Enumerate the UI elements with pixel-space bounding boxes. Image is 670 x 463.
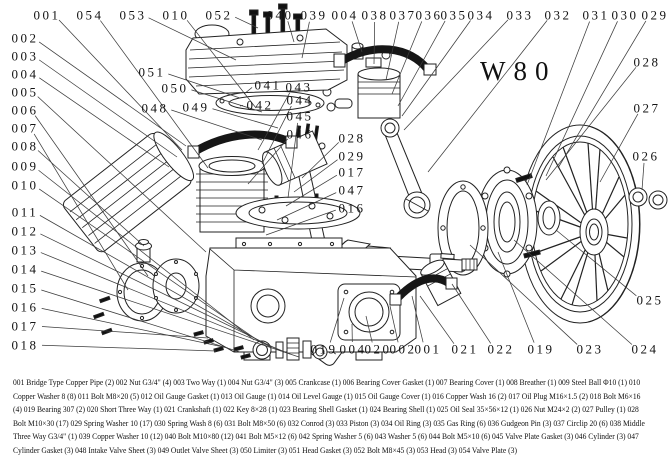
shaft-key <box>441 254 454 259</box>
leader-line-026 <box>642 163 644 190</box>
callout-001: 001 <box>414 341 442 357</box>
parts-list-line-5: Three Way G3/4" (1) 039 Copper Washer 10 (12) 040 Bolt M10×80 (12) 041 Bolt M5×12 (6) 042 Spring Washer 5 (6) 043 Washer 5 (6) 044 Bolt M5×10 (6) 045 Valve Plate Gasket (3) 046 Cylinder (3) 047 <box>13 432 639 441</box>
callout-037: 037 <box>389 7 417 23</box>
parts-list-line-4: Bolt M10×30 (17) 029 Spring Washer 10 (17) 030 Spring Wash 8 (6) 031 Bolt M8×50 (6) 032 Conrod (3) 033 Piston (3) 034 Oil Ring (3) 035 Gas Ring (6) 036 Gudgeon Pin (3) 037 Circlip 20 (6) 038 Middle <box>13 418 645 428</box>
callout-030: 030 <box>611 7 639 23</box>
callout-048: 048 <box>141 100 169 116</box>
callout-006: 006 <box>11 102 39 118</box>
leader-line-022 <box>452 284 491 343</box>
parts-list-line-3: (4) 019 Bearing 307 (2) 020 Short Three Way (1) 021 Crankshaft (1) 022 Key 8×28 (1) 023 Bearing Shell Gasket (1) 024 Bearing Shell (1) 025 Oil Seal 35×56×12 (1) 026 Nut M24×2 (2) 027 Pulley (1) 028 <box>13 405 639 414</box>
callout-015: 015 <box>11 280 39 296</box>
callout-052: 052 <box>205 7 233 23</box>
leader-line-018 <box>42 345 216 351</box>
callout-032: 032 <box>544 7 572 23</box>
callout-005: 005 <box>11 84 39 100</box>
callout-004: 004 <box>339 341 367 357</box>
callout-004: 004 <box>331 7 359 23</box>
parts-list-line-1: 001 Bridge Type Copper Pipe (2) 002 Nut G3/4" (4) 003 Two Way (1) 004 Nut G3/4" (3) 005 Crankcase (1) 006 Bearing Cover Gasket (1) 007 Bearing Cover (1) 008 Breather (1) 009 Steel Ball Φ10 (1) 010 <box>13 378 641 387</box>
leader-line-034 <box>402 21 471 116</box>
callout-018: 018 <box>11 337 39 353</box>
callout-028: 028 <box>338 130 366 146</box>
callout-025: 025 <box>636 292 664 308</box>
callout-002: 002 <box>389 341 417 357</box>
callout-040: 040 <box>266 7 294 23</box>
callout-010: 010 <box>11 177 39 193</box>
callout-019: 019 <box>310 341 338 357</box>
leader-line-032 <box>428 20 547 172</box>
callout-004: 004 <box>11 66 39 82</box>
callout-050: 050 <box>161 80 189 96</box>
oil-seal <box>538 201 560 235</box>
callout-017: 017 <box>11 318 39 334</box>
conrod-right <box>381 119 430 218</box>
callout-042: 042 <box>246 97 274 113</box>
callout-046: 046 <box>286 126 314 142</box>
callout-017: 017 <box>338 164 366 180</box>
callout-044: 044 <box>286 92 314 108</box>
callout-026: 026 <box>632 148 660 164</box>
callout-043: 043 <box>285 79 313 95</box>
callout-007: 007 <box>11 120 39 136</box>
callout-001: 001 <box>33 7 61 23</box>
callout-039: 039 <box>300 7 328 23</box>
callout-016: 016 <box>338 200 366 216</box>
leader-line-004 <box>39 78 169 167</box>
callout-024: 024 <box>631 341 659 357</box>
callout-014: 014 <box>11 261 39 277</box>
callout-027: 027 <box>633 100 661 116</box>
callout-038: 038 <box>361 7 389 23</box>
callout-051: 051 <box>138 64 166 80</box>
callout-009: 009 <box>11 158 39 174</box>
callout-045: 045 <box>286 108 314 124</box>
parts-list-line-6: Cylinder Gasket (3) 048 Intake Valve Sheet (3) 049 Outlet Valve Sheet (3) 050 Limiter (3) 051 Head Gasket (3) 052 Bolt M8×45 (3) 053 Head (3) 054 Valve Plate (3) <box>13 445 517 455</box>
callout-023: 023 <box>576 341 604 357</box>
callout-011: 011 <box>11 204 39 220</box>
leader-line-035 <box>398 21 445 106</box>
bearing-cover-left <box>94 240 199 335</box>
callout-035: 035 <box>440 7 468 23</box>
callout-033: 033 <box>506 7 534 23</box>
callout-016: 016 <box>11 299 39 315</box>
circlip <box>327 103 335 111</box>
callout-049: 049 <box>182 99 210 115</box>
callout-053: 053 <box>119 7 147 23</box>
callout-028: 028 <box>633 54 661 70</box>
callout-022: 022 <box>487 341 515 357</box>
callout-013: 013 <box>11 242 39 258</box>
parts-list <box>13 376 657 457</box>
callout-031: 031 <box>582 7 610 23</box>
callout-029: 029 <box>338 148 366 164</box>
flywheel-pulley <box>520 125 640 323</box>
callout-020: 020 <box>364 341 392 357</box>
callout-036: 036 <box>415 7 443 23</box>
callout-002: 002 <box>11 30 39 46</box>
callout-019: 019 <box>527 341 555 357</box>
callout-021: 021 <box>451 341 479 357</box>
callout-008: 008 <box>11 138 39 154</box>
callout-034: 034 <box>467 7 495 23</box>
callout-047: 047 <box>338 182 366 198</box>
callout-003: 003 <box>11 48 39 64</box>
callout-054: 054 <box>76 7 104 23</box>
leader-line-017 <box>42 326 208 338</box>
callout-012: 012 <box>11 223 39 239</box>
parts-list-line-2: Copper Washer 8 (8) 011 Bolt M8×20 (5) 012 Oil Gauge Gasket (1) 013 Oil Gauge (1) 014 Oil Level Gauge (1) 015 Oil Gauge Cover (1) 016 Copper Wash 16 (2) 017 Oil Plug M16×1.5 (2) 018 Bolt M6×16 <box>13 391 641 401</box>
callout-041: 041 <box>254 77 282 93</box>
gudgeon-pin <box>335 99 352 108</box>
callout-029: 029 <box>641 7 669 23</box>
callout-010: 010 <box>162 7 190 23</box>
shaft-nuts <box>629 188 667 209</box>
model-title: W80 <box>480 56 557 86</box>
